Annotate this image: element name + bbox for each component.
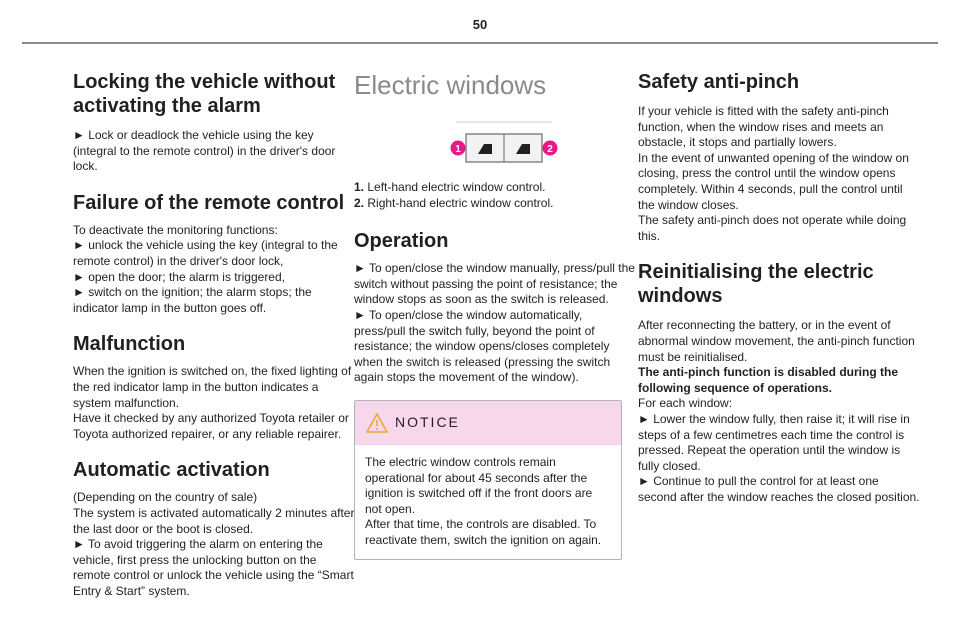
control-list: [354, 180, 636, 211]
page-number: 50: [472, 17, 488, 32]
operation-text-2: ► To open/close the window automatically, press/pull the switch fully, beyond the point of resistance; the window opens/closes completely when the switch is released (pressing the switch again stops the movement of the window).: [354, 307, 611, 385]
section-title-reinitialising: Reinitialising the electric windows: [638, 261, 874, 308]
reinit-text-1: After reconnecting the battery, or in the event of abnormal window movement, the anti-pinch function must be reinitialised.: [638, 318, 915, 364]
list-item-number: 2.: [354, 195, 365, 210]
reinit-text-4: ► Lower the window fully, then raise it; it will rise in steps of a few centimetres each time the control is pressed. Repeat the operation until the window is fully closed.: [638, 411, 910, 473]
section-title-malfunction: Malfunction: [73, 333, 186, 356]
column-right: [638, 70, 920, 505]
column-middle: [354, 70, 636, 560]
notice-box: [354, 400, 622, 560]
warning-triangle-icon: [365, 412, 389, 434]
anti-pinch-text-3: The safety anti-pinch does not operate while doing this.: [638, 213, 907, 243]
notice-body: [355, 445, 621, 559]
activation-text-2: The system is activated automatically 2 minutes after the last door or the boot is closed.: [73, 505, 355, 536]
column-left: [73, 70, 355, 599]
list-item: [354, 180, 636, 196]
operation-text-1: ► To open/close the window manually, press/pull the switch without passing the point of resistance; the window stops as soon as the switch is released.: [354, 261, 635, 307]
list-item-text: Right-hand electric window control.: [367, 195, 554, 210]
badge-left: 1: [455, 144, 461, 155]
section-title-remote-failure: Failure of the remote control: [73, 191, 345, 214]
list-item: [354, 196, 636, 212]
reinit-text-2: The anti-pinch function is disabled during the following sequence of operations.: [638, 365, 898, 395]
section-title-electric-windows: Electric windows: [354, 70, 547, 100]
remote-failure-step-3: ► switch on the ignition; the alarm stops; the indicator lamp in the button goes off.: [73, 285, 312, 315]
reinit-text-5: ► Continue to pull the control for at least one second after the window reaches the closed position.: [638, 474, 920, 504]
remote-failure-step-1: ► unlock the vehicle using the key (integral to the remote control) in the driver's door lock,: [73, 238, 338, 268]
notice-header: [355, 401, 621, 445]
activation-text-1: (Depending on the country of sale): [73, 490, 258, 505]
anti-pinch-text-1: If your vehicle is fitted with the safety anti-pinch function, when the window rises and meets an obstacle, it stops and partially lowers.: [638, 104, 889, 150]
header-rule: [22, 42, 938, 44]
reinit-text-3: For each window:: [638, 396, 733, 411]
malfunction-text-2: Have it checked by any authorized Toyota retailer or Toyota authorized repairer, or any reliable repairer.: [73, 411, 349, 441]
list-item-text: Left-hand electric window control.: [367, 180, 546, 194]
window-controls-diagram: [448, 114, 560, 174]
locking-text: ► Lock or deadlock the vehicle using the key (integral to the remote control) in the driver's door lock.: [73, 128, 336, 174]
notice-text-1: The electric window controls remain operational for about 45 seconds after the ignition is switched off if the front doors are not open.: [365, 454, 593, 516]
list-item-number: 1.: [354, 180, 365, 194]
section-title-operation: Operation: [354, 230, 449, 253]
section-title-locking: Locking the vehicle without activating the alarm: [73, 71, 336, 117]
remote-failure-intro: To deactivate the monitoring functions:: [73, 222, 278, 237]
notice-title: NOTICE: [395, 413, 460, 430]
page-header: [0, 0, 960, 42]
section-title-automatic-activation: Automatic activation: [73, 459, 270, 482]
section-title-anti-pinch: Safety anti-pinch: [638, 71, 800, 93]
window-switch-icon: [448, 114, 560, 174]
notice-text-2: After that time, the controls are disabled. To reactivate them, switch the ignition on again.: [365, 517, 602, 547]
activation-text-3: ► To avoid triggering the alarm on entering the vehicle, first press the unlocking button on the remote control or unlock the vehicle using the “Smart Entry & Start” system.: [73, 537, 354, 598]
remote-failure-step-2: ► open the door; the alarm is triggered,: [73, 269, 285, 284]
anti-pinch-text-2: In the event of unwanted opening of the window on closing, press the control until the window opens completely. Within 4 seconds, pull the control until the window closes.: [638, 150, 909, 212]
malfunction-text-1: When the ignition is switched on, the fixed lighting of the red indicator lamp in the button indicates a system malfunction.: [73, 364, 352, 410]
badge-right: 2: [547, 144, 553, 155]
